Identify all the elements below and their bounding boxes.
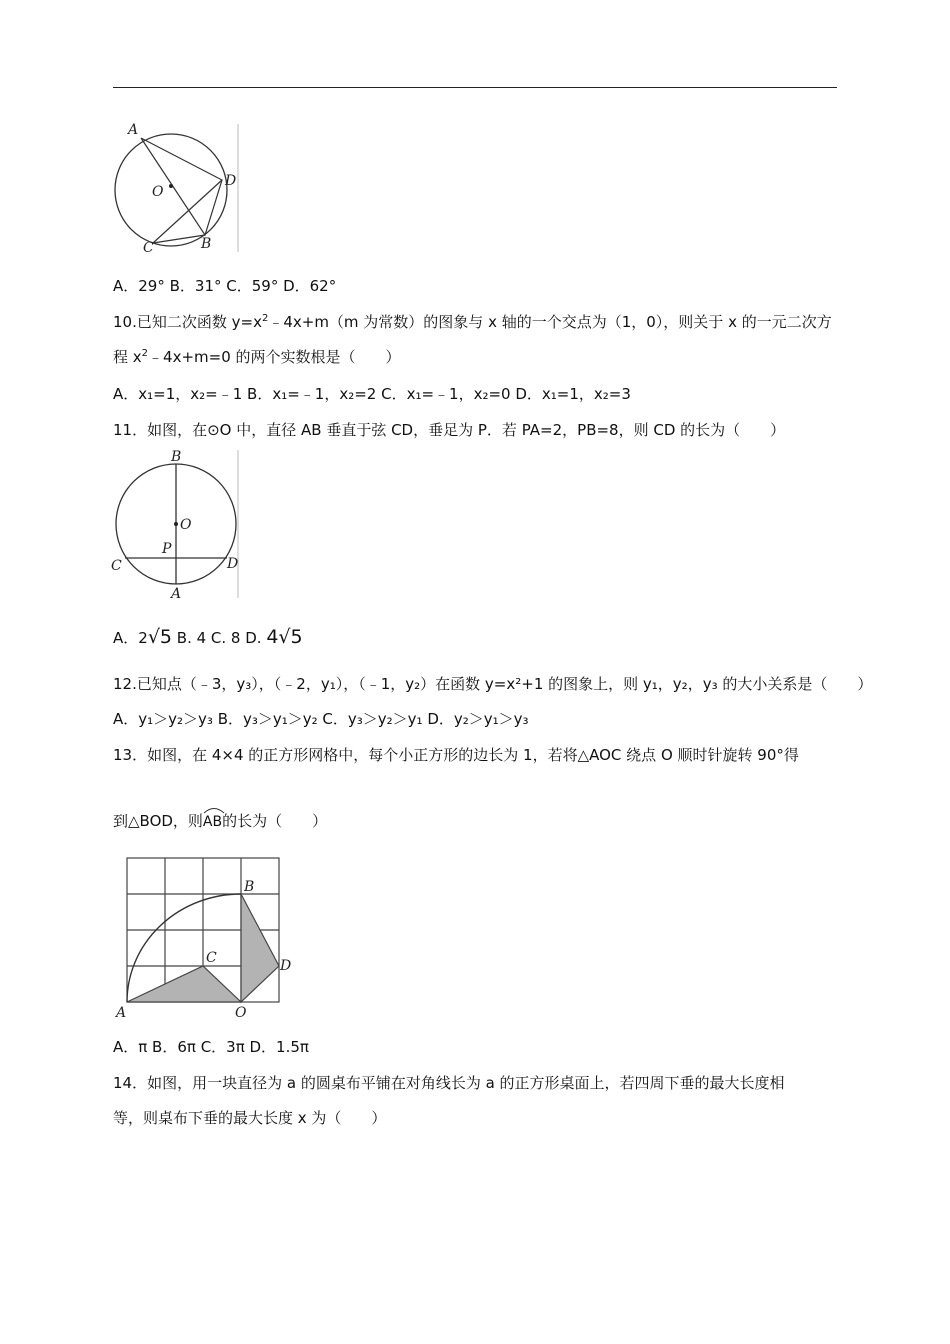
q9-label-c: C <box>143 240 154 256</box>
q13-triangle-aoc <box>127 966 241 1002</box>
q11-label-d: D <box>227 556 239 572</box>
q11-label-p: P <box>162 541 172 557</box>
q13-arc-ab <box>203 806 222 832</box>
q13-stem-line2 <box>113 806 327 832</box>
q9-label-b: B <box>201 236 212 252</box>
q10-line2-b: ﹣4x+m=0 的两个实数根是（ ） <box>148 348 401 366</box>
q9-center-dot <box>169 184 173 188</box>
q10-sup2: 2 <box>141 348 149 359</box>
q14-stem-line2: 等，则桌布下垂的最大长度 x 为（ ） <box>113 1109 387 1127</box>
q11-options <box>113 625 303 650</box>
q9-options: A．29° B．31° C．59° D．62° <box>113 277 337 295</box>
q13-arc-text: AB <box>202 814 223 830</box>
q11-label-a: A <box>171 586 182 602</box>
q11-label-b: B <box>171 449 182 465</box>
q13-options: A．π B．6π C．3π D．1.5π <box>113 1038 309 1056</box>
q11-label-c: C <box>111 558 122 574</box>
q11-label-o: O <box>180 517 192 533</box>
q13-line2-a: 到△BOD，则 <box>113 812 203 830</box>
q10-stem-a: 10.已知二次函数 y=x <box>113 313 262 331</box>
q13-label-d: D <box>280 958 292 974</box>
q12-options: A．y₁＞y₂＞y₃ B．y₃＞y₁＞y₂ C．y₃＞y₂＞y₁ D．y₂＞y₁＞y₃ <box>113 710 529 728</box>
q13-label-o: O <box>235 1005 247 1021</box>
q13-label-b: B <box>244 879 255 895</box>
q13-stem-line1: 13．如图，在 4×4 的正方形网格中，每个小正方形的边长为 1，若将△AOC 绕点 O 顺时针旋转 90°得 <box>113 746 799 764</box>
q11-circle-figure <box>108 446 248 604</box>
q9-circle-figure <box>108 118 248 258</box>
header-rule <box>113 87 837 88</box>
q10-line2-a: 程 x <box>113 348 142 366</box>
q13-line2-b: 的长为（ ） <box>222 812 328 830</box>
q11-center-dot <box>174 522 178 526</box>
q12-stem: 12.已知点（﹣3，y₃），（﹣2，y₁），（﹣1，y₂）在函数 y=x²+1 的图象上，则 y₁，y₂，y₃ 的大小关系是（ ） <box>113 675 873 693</box>
q13-grid-figure <box>112 850 297 1022</box>
q9-label-d: D <box>225 173 237 189</box>
q14-stem-line1: 14．如图，用一块直径为 a 的圆桌布平铺在对角线长为 a 的正方形桌面上，若四周下垂的最大长度相 <box>113 1074 785 1092</box>
q11-opt-mid: B. 4 C. 8 D. <box>172 629 267 647</box>
q10-sup1: 2 <box>261 313 269 324</box>
q10-options: A．x₁=1，x₂=﹣1 B．x₁=﹣1，x₂=2 C．x₁=﹣1，x₂=0 D．x₁=1，x₂=3 <box>113 385 631 403</box>
q13-triangle-bod <box>241 894 279 1002</box>
q11-stem: 11．如图，在⊙O 中，直径 AB 垂直于弦 CD，垂足为 P．若 PA=2，PB=8，则 CD 的长为（ ） <box>113 421 786 439</box>
q10-stem-b: ﹣4x+m（m 为常数）的图象与 x 轴的一个交点为（1，0），则关于 x 的一元二次方 <box>268 313 832 331</box>
q13-arc-mark <box>203 806 225 814</box>
q9-label-o: O <box>152 184 164 200</box>
q10-stem-line1 <box>113 312 832 332</box>
q11-opt-a-sqrt: √5 <box>147 626 173 648</box>
q10-stem-line2 <box>113 347 401 367</box>
q9-label-a: A <box>128 122 139 138</box>
q11-opt-a-prefix: A．2 <box>113 629 148 647</box>
q13-label-c: C <box>206 950 217 966</box>
q11-opt-d: 4√5 <box>266 626 303 648</box>
q13-label-a: A <box>116 1005 127 1021</box>
